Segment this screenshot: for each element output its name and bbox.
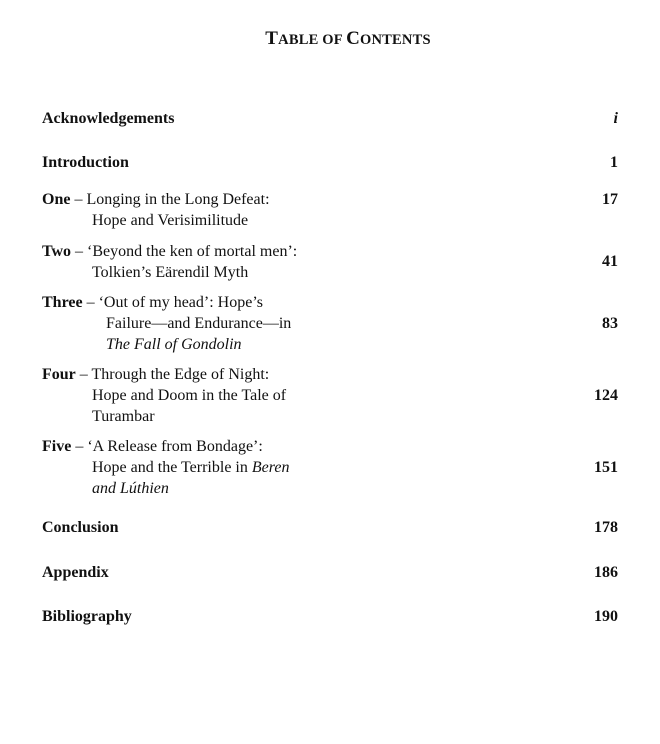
entry-page-number: 190: [594, 608, 618, 625]
chapter-number: Five: [42, 438, 72, 455]
chapter-title-line: Turambar: [92, 408, 155, 425]
chapter-title-line: Failure—and Endurance—in: [106, 315, 292, 332]
chapter-title-line: ‘Out of my head’: Hope’s: [98, 294, 263, 311]
toc-entry-chapter-five[interactable]: [42, 436, 618, 499]
chapter-number: Three: [42, 294, 83, 311]
chapter-number: Four: [42, 366, 76, 383]
chapter-title-line: Tolkien’s Eärendil Myth: [92, 264, 249, 281]
chapter-number: One: [42, 191, 71, 208]
entry-label: Bibliography: [42, 608, 132, 625]
chapter-title-line: Hope and the Terrible in: [92, 459, 252, 476]
title-initial-t: T: [265, 28, 279, 49]
toc-entry-appendix[interactable]: [42, 562, 618, 583]
chapter-title-line: ‘A Release from Bondage’:: [87, 438, 263, 455]
chapter-title-line: Hope and Verisimilitude: [92, 212, 249, 229]
chapter-title-line: and Lúthien: [92, 480, 169, 497]
chapter-title-line: Hope and Doom in the Tale of: [92, 387, 287, 404]
chapter-dash: –: [82, 294, 99, 311]
chapter-title-line: Longing in the Long Defeat:: [86, 191, 270, 208]
entry-page-number: 186: [594, 564, 618, 581]
entry-label: Acknowledgements: [42, 110, 175, 127]
entry-page-number: 1: [610, 154, 618, 171]
entry-page-number: 151: [594, 459, 618, 476]
chapter-title-line: Through the Edge of Night:: [91, 366, 270, 383]
chapter-title-italic: Beren: [251, 459, 290, 476]
entry-page-number: 17: [602, 191, 618, 208]
chapter-dash: –: [71, 243, 88, 260]
toc-entry-chapter-one[interactable]: [42, 189, 618, 231]
entry-page-number: 41: [602, 253, 618, 270]
chapter-number: Two: [42, 243, 72, 260]
chapter-dash: –: [70, 191, 87, 208]
toc-entry-introduction[interactable]: [42, 152, 618, 173]
toc-entry-conclusion[interactable]: [42, 517, 618, 538]
entry-label: Conclusion: [42, 519, 119, 536]
toc-entry-chapter-two[interactable]: [42, 241, 618, 283]
toc-entry-chapter-four[interactable]: [42, 364, 618, 427]
chapter-title-line: The Fall of Gondolin: [106, 336, 242, 353]
entry-page-number: 83: [602, 315, 618, 332]
page-title: [0, 28, 660, 50]
toc-entry-acknowledgements[interactable]: [42, 108, 618, 129]
chapter-dash: –: [75, 366, 92, 383]
chapter-dash: –: [71, 438, 88, 455]
entry-label: Appendix: [42, 564, 109, 581]
title-initial-c: C: [346, 28, 361, 49]
entry-label: Introduction: [42, 154, 129, 171]
entry-page-number: i: [613, 110, 618, 127]
entry-page-number: 124: [594, 387, 618, 404]
toc-entry-bibliography[interactable]: [42, 606, 618, 627]
title-rest-1: ABLE OF: [278, 32, 347, 48]
chapter-title-line: ‘Beyond the ken of mortal men’:: [87, 243, 298, 260]
toc-entry-chapter-three[interactable]: [42, 292, 618, 355]
entry-page-number: 178: [594, 519, 618, 536]
title-rest-2: ONTENTS: [360, 32, 431, 48]
